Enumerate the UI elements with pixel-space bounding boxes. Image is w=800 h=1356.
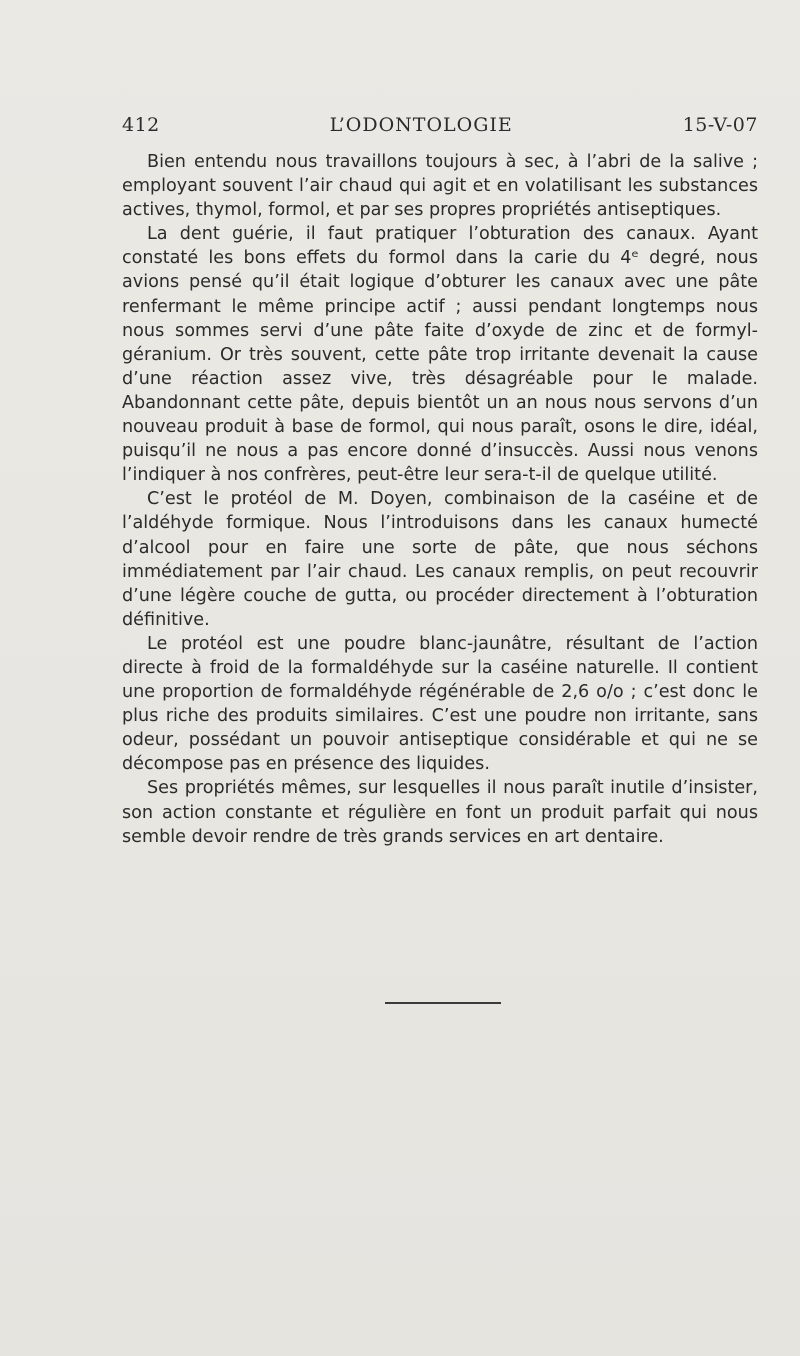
paragraph: C’est le protéol de M. Doyen, combinaison de la caséine et de l’aldéhyde formique. Nous l’introduisons dans les canaux humecté d’alcool pour en faire une sorte de pâte, que nous séchons immédiatement par l’air chaud. Les canaux remplis, on peut recouvrir d’une légère couche de gutta, ou procéder directement à l’obturation définitive. [122, 489, 758, 630]
paragraph: La dent guérie, il faut pratiquer l’obturation des canaux. Ayant constaté les bons effets du formol dans la carie du 4ᵉ degré, nous avions pensé qu’il était logique d’obturer les canaux avec une pâte renfermant le même principe actif ; aussi pendant longtemps nous nous sommes servi d’une pâte faite d’oxyde de zinc et de formyl-géranium. Or très souvent, cette pâte trop irritante devenait la cause d’une réaction assez vive, très désagréable pour le malade. Abandonnant cette pâte, depuis bientôt un an nous nous servons d’un nouveau produit à base de formol, qui nous paraît, osons le dire, idéal, puisqu’il ne nous a pas encore donné d’insuccès. Aussi nous venons l’indiquer à nos confrères, peut-être leur sera-t-il de quelque utilité. [122, 224, 758, 486]
journal-title: L’ODONTOLOGIE [329, 114, 513, 136]
article-body [122, 150, 758, 849]
page-number: 412 [122, 114, 160, 136]
issue-date: 15-V-07 [682, 114, 758, 136]
end-rule [385, 1002, 501, 1004]
paragraph: Le protéol est une poudre blanc-jaunâtre, résultant de l’action directe à froid de la formaldéhyde sur la caséine naturelle. Il contient une proportion de formaldéhyde régénérable de 2,6 o/o ; c’est donc le plus riche des produits similaires. C’est une poudre non irritante, sans odeur, possédant un pouvoir antiseptique considérable et qui ne se décompose pas en présence des liquides. [122, 633, 758, 775]
paragraph: Ses propriétés mêmes, sur lesquelles il nous paraît inutile d’insister, son action constante et régulière en font un produit parfait qui nous semble devoir rendre de très grands services en art dentaire. [122, 778, 758, 847]
paragraph: Bien entendu nous travaillons toujours à sec, à l’abri de la salive ; employant souvent l’air chaud qui agit et en volatilisant les substances actives, thymol, formol, et par ses propres propriétés antiseptiques. [122, 152, 758, 221]
running-header [122, 114, 758, 136]
